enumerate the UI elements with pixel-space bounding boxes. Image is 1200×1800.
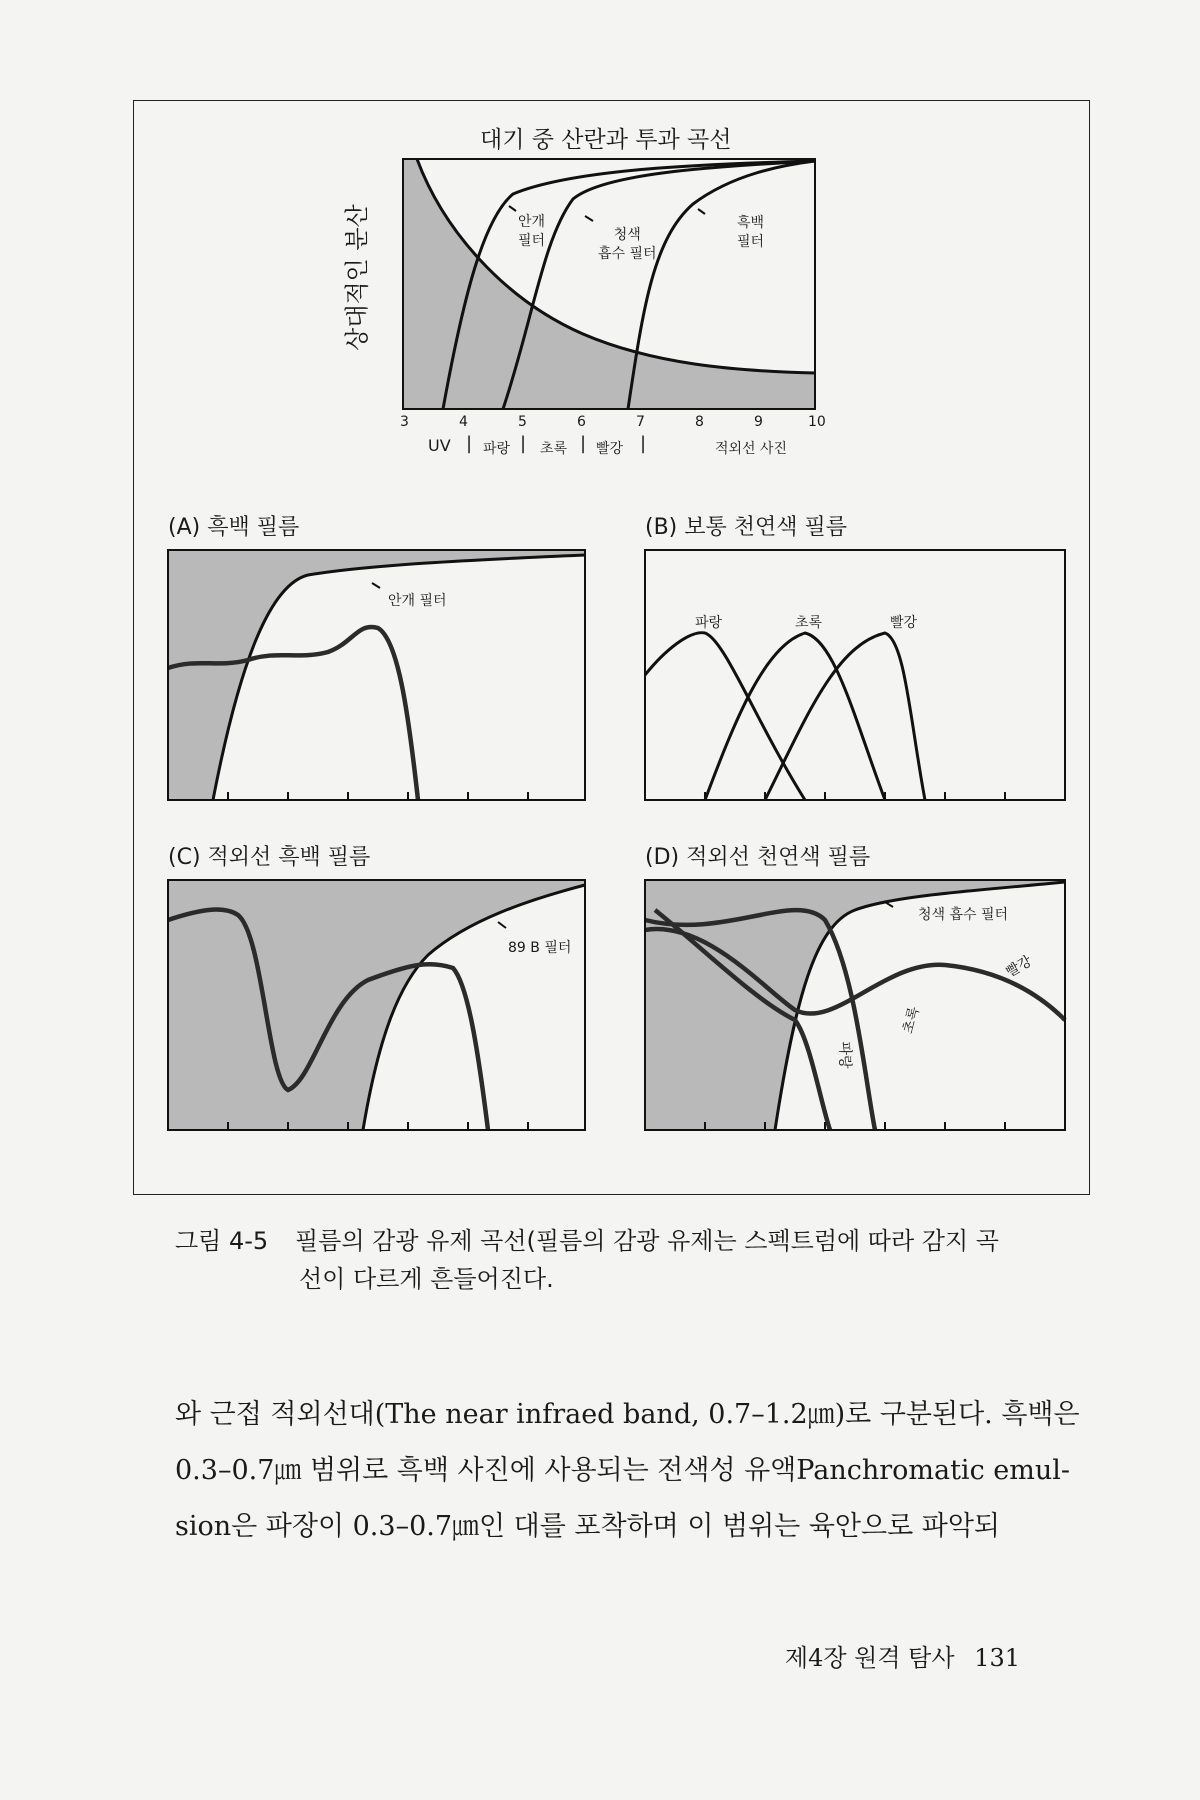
figure-number: 그림 4-5: [175, 1227, 269, 1255]
tick-5: 5: [518, 414, 527, 430]
tick-7: 7: [636, 414, 645, 430]
band-red: 빨강: [596, 441, 624, 457]
tick-9: 9: [754, 414, 763, 430]
panel-d-label-blue-absorb: 청색 흡수 필터: [918, 907, 1009, 923]
haze-filter-label: 안개 필터: [518, 214, 546, 249]
band-blue: 파랑: [483, 441, 511, 457]
panel-b-label-blue: 파랑: [695, 615, 723, 631]
body-line-3: sion은 파장이 0.3–0.7㎛인 대를 포착하며 이 범위는 육안으로 파악되: [175, 1511, 1000, 1542]
top-chart-title: 대기 중 산란과 투과 곡선: [480, 127, 732, 153]
panel-d-label-green: 초록: [900, 1005, 923, 1036]
caption-line-1: 필름의 감광 유제 곡선(필름의 감광 유제는 스펙트럼에 따라 감지 곡: [295, 1227, 999, 1255]
panel-b-title: (B) 보통 천연색 필름: [645, 515, 848, 540]
panel-c-chart: [168, 880, 585, 1130]
band-sep-4: |: [640, 433, 647, 454]
panel-b-label-green: 초록: [795, 615, 823, 631]
panel-d-title: (D) 적외선 천연색 필름: [645, 845, 871, 870]
panel-b-label-red: 빨강: [890, 615, 918, 631]
body-line-2: 0.3–0.7㎛ 범위로 흑백 사진에 사용되는 전색성 유액Panchromatic emul-: [175, 1455, 1070, 1486]
panel-a-label: 안개 필터: [388, 593, 447, 609]
tick-3: 3: [400, 414, 409, 430]
panel-b-chart: [645, 550, 1065, 800]
band-sep-1: |: [466, 433, 473, 454]
panel-c-title: (C) 적외선 흑백 필름: [168, 845, 371, 870]
panel-d-label-blue: 파랑: [836, 1041, 853, 1069]
tick-8: 8: [695, 414, 704, 430]
panel-d-label-red: 빨강: [1003, 953, 1035, 981]
body-line-1: 와 근접 적외선대(The near infraed band, 0.7–1.2㎛)로 구분된다. 흑백은: [175, 1399, 1080, 1430]
blue-absorb-label: 청색 흡수 필터: [598, 227, 657, 262]
top-chart-ylabel: 상대적인 분산: [342, 204, 371, 351]
caption-line-2: 선이 다르게 흔들어진다.: [299, 1265, 554, 1293]
panel-a-chart: [168, 550, 585, 800]
page-number: 131: [974, 1644, 1020, 1672]
band-uv: UV: [428, 436, 451, 455]
figure-caption: [175, 1222, 1075, 1298]
tick-4: 4: [459, 414, 468, 430]
band-sep-3: |: [580, 433, 587, 454]
panel-c-label: 89 B 필터: [508, 940, 572, 956]
band-ir: 적외선 사진: [715, 441, 788, 457]
chapter-title: 제4장 원격 탐사: [784, 1644, 955, 1672]
tick-6: 6: [577, 414, 586, 430]
panel-a-title: (A) 흑백 필름: [168, 515, 300, 540]
page-footer: [785, 1638, 1020, 1673]
band-green: 초록: [540, 441, 568, 457]
bw-filter-label: 흑백 필터: [737, 215, 765, 250]
top-chart: [403, 159, 815, 409]
band-sep-2: |: [520, 433, 527, 454]
tick-10: 10: [808, 414, 826, 430]
